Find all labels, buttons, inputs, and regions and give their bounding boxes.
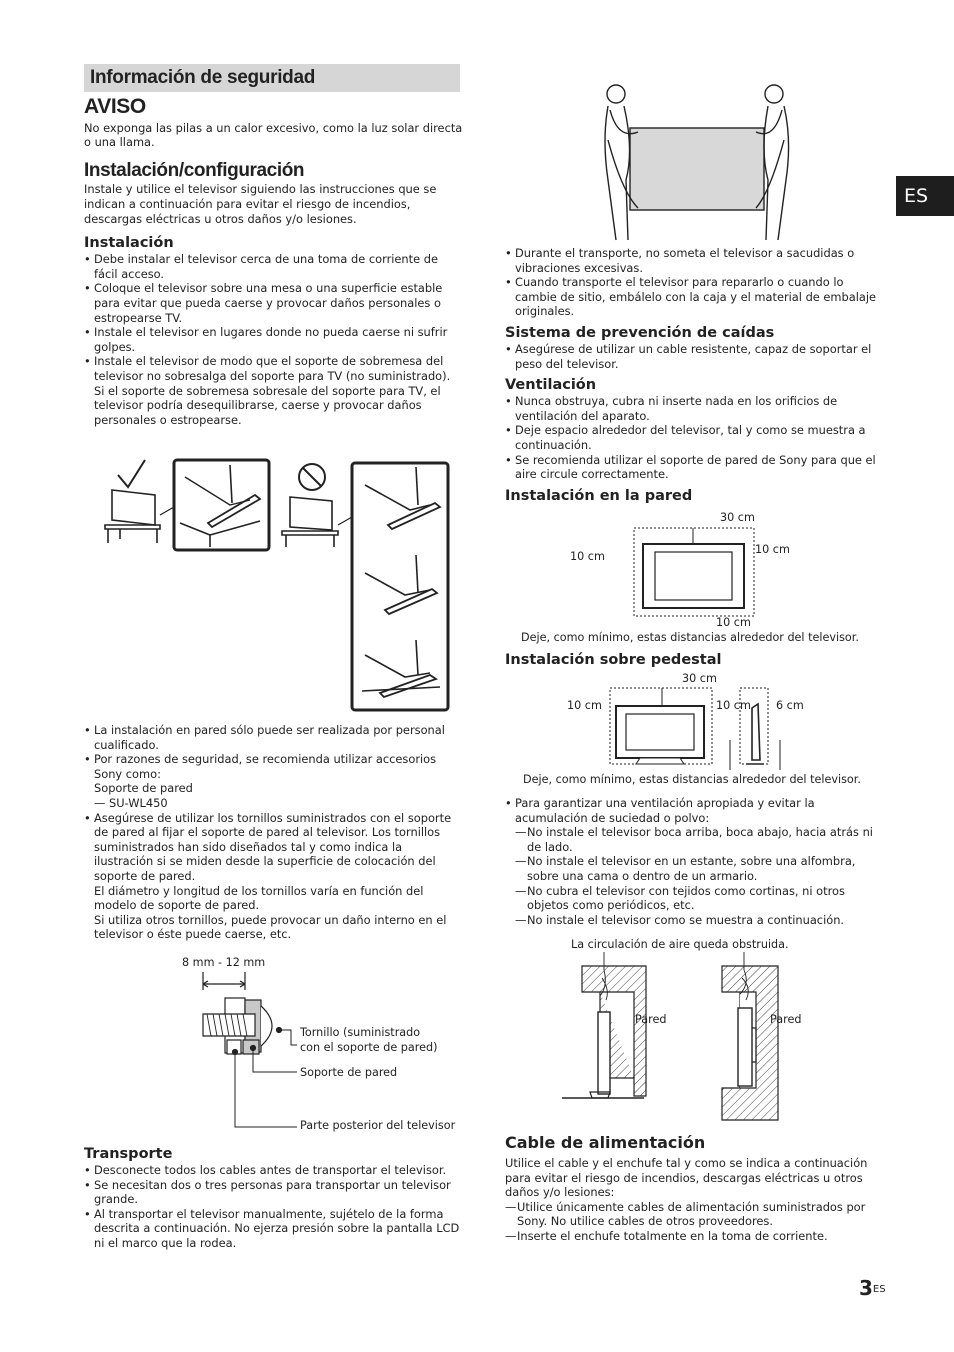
air-list xyxy=(505,796,885,825)
page-suffix: ES xyxy=(872,1284,886,1295)
ped-caption: Deje, como mínimo, estas distancias alrededor del televisor. xyxy=(523,773,861,786)
screw-label-1b: con el soporte de pared) xyxy=(300,1041,438,1054)
screw-label-1a: Tornillo (suministrado xyxy=(300,1026,421,1039)
accessory-model: — SU-WL450 xyxy=(94,795,168,810)
page-number xyxy=(859,1276,886,1300)
section-title: Información de seguridad xyxy=(90,67,316,88)
language-tab: ES xyxy=(896,176,954,216)
pared-bottom-label: 10 cm xyxy=(716,616,751,629)
list-item-text: Por razones de seguridad, se recomienda utilizar accesorios Sony como: xyxy=(94,752,437,781)
stand-illustration xyxy=(100,455,455,715)
install-intro: Instale y utilice el televisor siguiendo las instrucciones que se indican a continuación para evitar el riesgo de incendios, descargas eléctricas u otros daños y/o lesiones. xyxy=(84,182,437,226)
dash-item: — No instale el televisor en un estante, sobre una alfombra, sobre una cama o dentro de un armario. xyxy=(505,854,885,883)
transport-more-list xyxy=(505,246,885,319)
wall-label-1: Pared xyxy=(635,1013,667,1026)
list-item: • Instale el televisor de modo que el soporte de sobremesa del televisor no sobresalga del soporte para TV (no suministrado). Si el soporte de sobremesa sobresale del soporte para TV, el televisor podría desequilibrarse, caerse y provocar daños personales o estropearse. xyxy=(84,354,464,427)
right-column-air xyxy=(505,796,885,927)
ped-right-label: 10 cm xyxy=(716,699,751,712)
list-item: • La instalación en pared sólo puede ser realizada por personal cualificado. xyxy=(84,723,464,752)
list-item: • Debe instalar el televisor cerca de una toma de corriente de fácil acceso. xyxy=(84,252,464,281)
left-column-top xyxy=(84,95,464,427)
caidas-title: Sistema de prevención de caídas xyxy=(505,324,775,341)
screw-diagram xyxy=(195,970,315,1135)
list-item: • Al transportar el televisor manualmente, sujételo de la forma descrita a continuación. No ejerza presión sobre la pantalla LCD ni el marco que la rodea. xyxy=(84,1207,464,1251)
list-item: • Nunca obstruya, cubra ni inserte nada en los orificios de ventilación del aparato. xyxy=(505,394,885,423)
accessory-label: Soporte de pared xyxy=(94,781,193,796)
aviso-title: AVISO xyxy=(84,95,146,118)
pared-top-label: 30 cm xyxy=(720,511,755,524)
pared-left-label: 10 cm xyxy=(570,550,605,563)
screw-note: Si utiliza otros tornillos, puede provocar un daño interno en el televisor o éste puede caerse, etc. xyxy=(94,912,447,942)
dash-item: — No cubra el televisor con tejidos como cortinas, ni otros objetos como periódicos, etc. xyxy=(505,884,885,913)
pared-right-label: 10 cm xyxy=(755,543,790,556)
dash-item: — No instale el televisor boca arriba, boca abajo, hacia atrás ni de lado. xyxy=(505,825,885,854)
pared-title: Instalación en la pared xyxy=(505,487,693,504)
right-column-top xyxy=(505,246,885,505)
airflow-illustration xyxy=(580,952,790,1122)
pared-caption: Deje, como mínimo, estas distancias alrededor del televisor. xyxy=(521,631,859,644)
caidas-list xyxy=(505,342,885,371)
pedestal-title: Instalación sobre pedestal xyxy=(505,652,722,668)
cable-title: Cable de alimentación xyxy=(505,1133,706,1152)
dash-item-text: Utilice únicamente cables de alimentación suministrados por Sony. No utilice cables de otros proveedores. xyxy=(517,1199,866,1229)
screw-label-3: Parte posterior del televisor xyxy=(300,1119,456,1132)
screw-label-2: Soporte de pared xyxy=(300,1066,398,1079)
dash-item xyxy=(505,1200,885,1229)
screw-dim-label: 8 mm - 12 mm xyxy=(182,956,266,969)
ped-side-label: 6 cm xyxy=(776,699,804,712)
list-item: • Instale el televisor en lugares donde no pueda caerse ni sufrir golpes. xyxy=(84,325,464,354)
screw-note: El diámetro y longitud de los tornillos varía en función del modelo de soporte de pared. xyxy=(94,883,424,913)
list-item-text: Asegúrese de utilizar los tornillos suministrados con el soporte de pared al fijar el soporte de pared al televisor. Los tornillos suministrados han sido diseñados tal y como indica la ilustración si se miden desde la superficie de colocación del soporte de pared. xyxy=(94,810,452,883)
wall-clearance-diagram xyxy=(620,520,760,620)
list-item: • Desconecte todos los cables antes de transportar el televisor. xyxy=(84,1163,464,1178)
cable-intro: Utilice el cable y el enchufe tal y como se indica a continuación para evitar el riesgo de incendios, descargas eléctricas u otros daños y/o lesiones: xyxy=(505,1156,868,1200)
wall-label-2: Pared xyxy=(770,1013,802,1026)
list-item: • Para garantizar una ventilación apropiada y evitar la acumulación de suciedad o polvo: xyxy=(505,796,885,825)
dash-item-text: Inserte el enchufe totalmente en la toma de corriente. xyxy=(517,1228,828,1243)
left-column-transport xyxy=(84,1145,464,1251)
dash-item xyxy=(505,1229,885,1244)
instalacion-title: Instalación xyxy=(84,235,174,252)
ventilacion-title: Ventilación xyxy=(505,377,597,394)
right-column-cable xyxy=(505,1134,885,1244)
pedestal-clearance-diagram xyxy=(600,684,790,770)
list-item: • Asegúrese de utilizar un cable resistente, capaz de soportar el peso del televisor. xyxy=(505,342,885,371)
list-item xyxy=(84,752,464,810)
transport-illustration xyxy=(598,80,798,242)
air-caption: La circulación de aire queda obstruida. xyxy=(571,938,789,951)
ped-top-label: 30 cm xyxy=(682,672,717,685)
install-title: Instalación/configuración xyxy=(84,159,305,181)
list-item: • Se necesitan dos o tres personas para transportar un televisor grande. xyxy=(84,1178,464,1207)
left-column-wall xyxy=(84,723,464,942)
list-item xyxy=(84,811,464,942)
list-item: • Durante el transporte, no someta el televisor a sacudidas o vibraciones excesivas. xyxy=(505,246,885,275)
list-item: • Coloque el televisor sobre una mesa o una superficie estable para evitar que pueda caerse y provocar daños personales o estropearse TV. xyxy=(84,281,464,325)
ped-left-label: 10 cm xyxy=(567,699,602,712)
wall-list xyxy=(84,723,464,942)
aviso-text: No exponga las pilas a un calor excesivo, como la luz solar directa o una llama. xyxy=(84,120,463,150)
instalacion-list xyxy=(84,252,464,427)
list-item: • Cuando transporte el televisor para repararlo o cuando lo cambie de sitio, embálelo con la caja y el material de embalaje originales. xyxy=(505,275,885,319)
transporte-title: Transporte xyxy=(84,1146,173,1162)
dash-item: — No instale el televisor como se muestra a continuación. xyxy=(505,913,885,928)
section-header xyxy=(84,64,460,92)
transporte-list xyxy=(84,1163,464,1251)
ventilacion-list xyxy=(505,394,885,482)
list-item: • Se recomienda utilizar el soporte de pared de Sony para que el aire circule correctamente. xyxy=(505,453,885,482)
page-number-value: 3 xyxy=(859,1276,873,1300)
list-item: • Deje espacio alrededor del televisor, tal y como se muestra a continuación. xyxy=(505,423,885,452)
